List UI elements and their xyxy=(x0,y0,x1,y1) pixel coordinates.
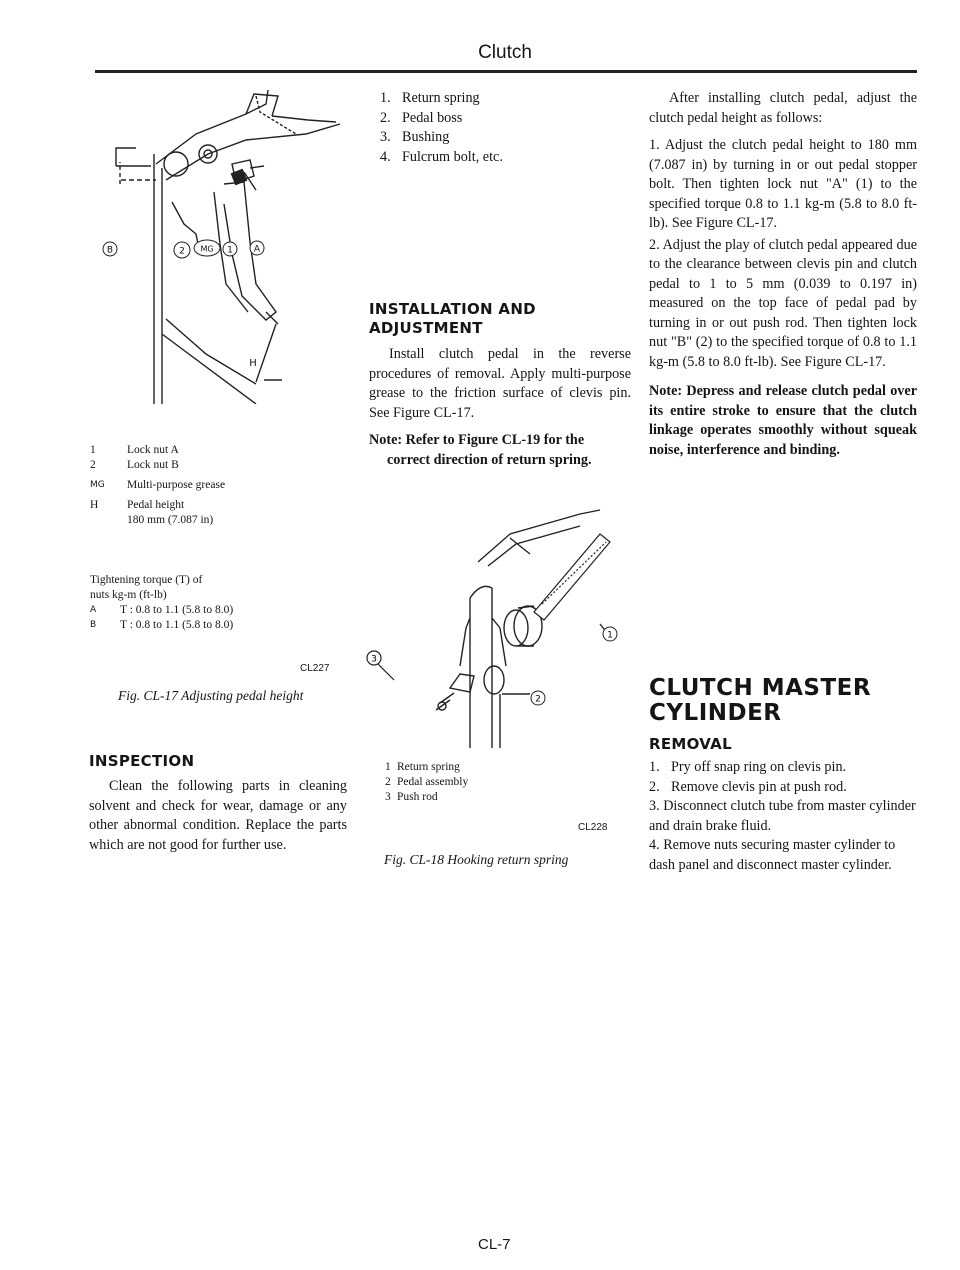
label-1: 1 xyxy=(227,245,233,256)
legend-item xyxy=(90,513,350,528)
page-number: CL-7 xyxy=(478,1236,511,1253)
adjust-step-2: 2. Adjust the play of clutch pedal appeared due to the clearance between clevis pin and clutch pedal to 1 to 5 mm (0.039 to 0.197 in) measured on the top face of pedal pad by turning in or out push rod. Then tighten lock nut "B" (2) to the specified torque of 0.8 to 1.1 kg-m (5.8 to 8.0 ft-lb). See Figure CL-17. xyxy=(649,236,917,370)
figure-code: CL227 xyxy=(300,663,330,674)
installation-body: Install clutch pedal in the reverse procedures of removal. Apply multi-purpose grease to the friction surface of clevis pin. See Figure CL-17. xyxy=(369,346,631,421)
page-header-title: Clutch xyxy=(478,42,532,63)
master-heading-2: CYLINDER xyxy=(649,700,782,726)
torque-title-units: nuts kg-m (ft-lb) xyxy=(90,589,167,601)
master-heading: CLUTCH MASTER xyxy=(649,675,872,701)
legend-item: 2 Lock nut B xyxy=(90,459,179,471)
adjust-step-1: 1. Adjust the clutch pedal height to 180 mm (7.087 in) by turning in or out pedal stopper bolt. Then tighten lock nut "A" (1) to the specified torque 0.8 to 1.1 kg-m (5.8 to 8.0 ft-lb). See Figure CL-17. xyxy=(649,137,917,231)
removal-steps xyxy=(649,758,917,875)
callout-1: 1 xyxy=(607,630,613,641)
fig18-legend xyxy=(385,760,585,805)
callout-3-marker xyxy=(364,646,404,686)
list-item: 1. Return spring xyxy=(380,90,480,106)
label-a: A xyxy=(253,244,261,255)
adjust-note: Note: Depress and release clutch pedal over its entire stroke to ensure that the clutch linkage operates smoothly without squeak noise, interference and binding. xyxy=(649,383,917,458)
pedal-height-value: 180 mm (7.087 in) xyxy=(127,514,214,526)
header-rule xyxy=(95,70,917,73)
label-h: H xyxy=(249,358,257,369)
legend-item: 1 Lock nut A xyxy=(90,444,179,456)
label-b: B xyxy=(106,245,114,256)
adjust-intro: After installing clutch pedal, adjust the clutch pedal height as follows: xyxy=(649,90,917,126)
inspection-heading: INSPECTION xyxy=(89,752,195,770)
torque-title: Tightening torque (T) of xyxy=(90,574,203,586)
pedal-height-illustration xyxy=(96,84,356,404)
list-item: 2. Remove clevis pin at push rod. xyxy=(649,778,847,795)
installation-note-2: correct direction of return spring. xyxy=(387,451,592,468)
torque-table xyxy=(90,573,350,633)
callout-2: 2 xyxy=(535,694,541,705)
torque-row: B T : 0.8 to 1.1 (5.8 to 8.0) xyxy=(90,619,234,631)
installation-note: Note: Refer to Figure CL-19 for the xyxy=(369,432,585,448)
legend-item: 1 Return spring xyxy=(385,761,460,773)
installation-heading-2: ADJUSTMENT xyxy=(369,319,483,337)
torque-row: A T : 0.8 to 1.1 (5.8 to 8.0) xyxy=(90,604,234,616)
legend-item: 2 Pedal assembly xyxy=(385,776,469,788)
legend-item: H Pedal height xyxy=(90,499,185,511)
callout-3: 3 xyxy=(371,654,377,665)
label-mg: MG xyxy=(200,244,214,254)
inspection-body: Clean the following parts in cleaning solvent and check for wear, damage or any other abnormal condition. Replace the parts which are not good for further use. xyxy=(89,778,347,853)
parts-list xyxy=(380,89,600,167)
legend-item: MG Multi-purpose grease xyxy=(90,479,226,491)
list-item: 4. Remove nuts securing master cylinder to dash panel and disconnect master cylinder. xyxy=(649,837,896,873)
list-item: 3. Disconnect clutch tube from master cylinder and drain brake fluid. xyxy=(649,798,916,834)
list-item: 1. Pry off snap ring on clevis pin. xyxy=(649,759,847,775)
legend-item: 3 Push rod xyxy=(385,791,438,803)
figure-code: CL228 xyxy=(578,822,608,833)
installation-heading: INSTALLATION AND xyxy=(369,300,536,318)
label-2: 2 xyxy=(179,246,185,257)
list-item: 3. Bushing xyxy=(380,129,450,145)
return-spring-illustration xyxy=(430,498,630,748)
figure-caption: Fig. CL-17 Adjusting pedal height xyxy=(118,688,304,703)
removal-heading: REMOVAL xyxy=(649,735,732,753)
list-item: 2. Pedal boss xyxy=(380,109,463,126)
fig17-legend xyxy=(90,443,350,528)
figure-caption: Fig. CL-18 Hooking return spring xyxy=(384,852,569,867)
list-item: 4. Fulcrum bolt, etc. xyxy=(380,148,503,165)
